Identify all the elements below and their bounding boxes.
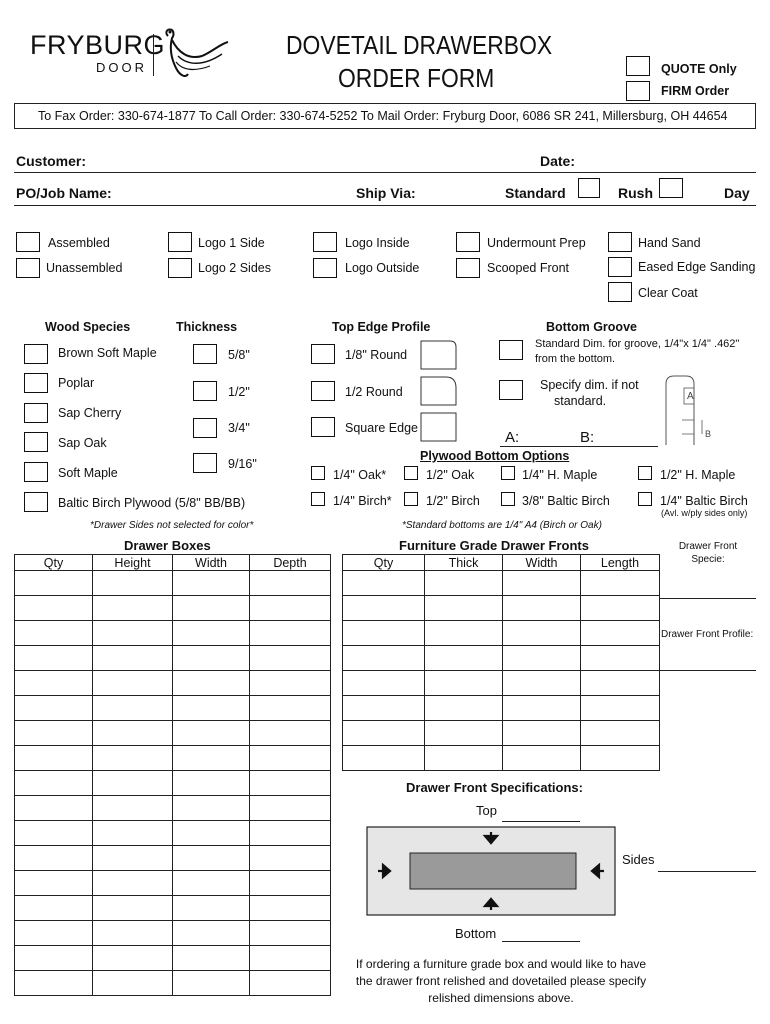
assembled-label: Assembled (48, 236, 110, 250)
drawer-front-cell[interactable] (425, 696, 503, 721)
drawer-box-cell[interactable] (15, 771, 93, 796)
po-line[interactable] (14, 205, 756, 206)
groove-specify-text-1: Specify dim. if not (540, 378, 639, 392)
ply-1-2-hmaple-checkbox[interactable] (638, 466, 652, 480)
date-label: Date: (540, 153, 576, 169)
drawer-box-cell[interactable] (250, 871, 331, 896)
logo-sub: DOOR (96, 60, 147, 75)
round-1-8-profile-icon (420, 340, 458, 370)
drawer-front-row (343, 646, 660, 671)
wood-note: *Drawer Sides not selected for color* (90, 520, 254, 531)
drawer-box-cell[interactable] (173, 821, 250, 846)
wood-baltic-birch-checkbox[interactable] (24, 492, 48, 512)
drawer-box-cell[interactable] (93, 746, 173, 771)
drawer-box-cell[interactable] (93, 721, 173, 746)
drawer-box-row (15, 596, 331, 621)
drawer-box-cell[interactable] (15, 721, 93, 746)
wood-species-heading: Wood Species (45, 320, 131, 334)
ply-3-8-baltic-checkbox[interactable] (501, 492, 515, 506)
drawer-box-cell[interactable] (250, 746, 331, 771)
drawer-box-cell[interactable] (15, 871, 93, 896)
pheasant-logo-icon (160, 26, 230, 82)
drawer-col-width: Width (173, 555, 250, 571)
ply-1-4-birch-checkbox[interactable] (311, 492, 325, 506)
thickness-5-8-label: 5/8" (228, 348, 250, 362)
drawer-box-row (15, 846, 331, 871)
drawer-box-row (15, 646, 331, 671)
drawer-front-row (343, 621, 660, 646)
groove-standard-checkbox[interactable] (499, 340, 523, 360)
ply-1-4-baltic-label: 1/4" Baltic Birch (660, 494, 748, 508)
drawer-front-cell[interactable] (503, 721, 581, 746)
ply-1-4-oak-label: 1/4" Oak* (333, 468, 387, 482)
ply-1-2-oak-label: 1/2" Oak (426, 468, 475, 482)
drawer-box-cell[interactable] (93, 571, 173, 596)
logo-divider (153, 34, 154, 76)
drawer-box-cell[interactable] (93, 796, 173, 821)
undermount-prep-checkbox[interactable] (456, 232, 480, 252)
drawer-box-cell[interactable] (250, 571, 331, 596)
thickness-9-16-label: 9/16" (228, 457, 257, 471)
specs-note-line-3: relished dimensions above. (428, 991, 574, 1005)
unassembled-label: Unassembled (46, 261, 123, 275)
thickness-3-4-checkbox[interactable] (193, 418, 217, 438)
drawer-front-cell[interactable] (425, 596, 503, 621)
front-profile-line[interactable] (659, 670, 756, 671)
drawer-front-cell[interactable] (581, 621, 660, 646)
fronts-table (342, 554, 660, 771)
drawer-box-cell[interactable] (15, 846, 93, 871)
eased-edge-checkbox[interactable] (608, 257, 632, 277)
drawer-front-cell[interactable] (581, 746, 660, 771)
drawer-box-cell[interactable] (15, 696, 93, 721)
logo-inside-checkbox[interactable] (313, 232, 337, 252)
drawer-front-cell[interactable] (343, 646, 425, 671)
drawer-box-row (15, 696, 331, 721)
front-specie-label: Drawer Front Specie: (678, 541, 738, 565)
ply-1-4-oak-checkbox[interactable] (311, 466, 325, 480)
drawer-box-cell[interactable] (93, 771, 173, 796)
ply-1-4-hmaple-checkbox[interactable] (501, 466, 515, 480)
drawer-front-cell[interactable] (343, 746, 425, 771)
wood-sap-oak-label: Sap Oak (58, 436, 107, 450)
thickness-1-2-checkbox[interactable] (193, 381, 217, 401)
drawer-front-cell[interactable] (581, 571, 660, 596)
ply-1-4-birch-label: 1/4" Birch* (333, 494, 392, 508)
drawer-box-cell[interactable] (173, 671, 250, 696)
scooped-front-checkbox[interactable] (456, 258, 480, 278)
drawer-front-row (343, 746, 660, 771)
drawer-box-cell[interactable] (250, 671, 331, 696)
eased-edge-label: Eased Edge Sanding (638, 260, 756, 274)
fronts-col-qty: Qty (343, 555, 425, 571)
thickness-9-16-checkbox[interactable] (193, 453, 217, 473)
unassembled-checkbox[interactable] (16, 258, 40, 278)
top-edge-heading: Top Edge Profile (332, 320, 431, 334)
groove-b-label: B: (580, 429, 595, 446)
thickness-1-2-label: 1/2" (228, 385, 250, 399)
front-specie-line[interactable] (659, 598, 756, 599)
ply-3-8-baltic-label: 3/8" Baltic Birch (522, 494, 610, 508)
drawer-front-cell[interactable] (343, 671, 425, 696)
fronts-col-length: Length (581, 555, 660, 571)
hand-sand-checkbox[interactable] (608, 232, 632, 252)
square-edge-profile-icon (420, 412, 458, 442)
logo-2-sides-checkbox[interactable] (168, 258, 192, 278)
logo-brand: FRYBURG (30, 30, 166, 60)
drawer-box-cell[interactable] (15, 796, 93, 821)
drawer-box-row (15, 771, 331, 796)
groove-specify-text-2: standard. (554, 394, 607, 408)
edge-square-checkbox[interactable] (311, 417, 335, 437)
drawer-box-row (15, 671, 331, 696)
front-profile-label: Drawer Front Profile: (661, 629, 754, 640)
edge-1-2-round-label: 1/2 Round (345, 385, 403, 399)
po-job-label: PO/Job Name: (16, 185, 112, 201)
drawer-front-cell[interactable] (425, 671, 503, 696)
wood-sap-cherry-checkbox[interactable] (24, 403, 48, 423)
drawer-box-cell[interactable] (250, 696, 331, 721)
drawer-front-cell[interactable] (425, 646, 503, 671)
drawer-front-cell[interactable] (425, 721, 503, 746)
standard-checkbox[interactable] (578, 178, 600, 198)
thickness-3-4-label: 3/4" (228, 421, 250, 435)
drawer-front-cell[interactable] (425, 571, 503, 596)
logo-outside-label: Logo Outside (345, 261, 420, 275)
drawer-box-cell[interactable] (93, 871, 173, 896)
drawer-box-cell[interactable] (173, 871, 250, 896)
drawer-box-cell[interactable] (93, 671, 173, 696)
specs-note-line-2: the drawer front relished and dovetailed please specify (355, 974, 647, 988)
logo-1-side-label: Logo 1 Side (198, 236, 265, 250)
drawer-front-cell[interactable] (503, 671, 581, 696)
drawer-box-cell[interactable] (250, 821, 331, 846)
thickness-5-8-checkbox[interactable] (193, 344, 217, 364)
drawer-box-cell[interactable] (15, 821, 93, 846)
drawer-box-cell[interactable] (93, 896, 173, 921)
contact-line: To Fax Order: 330-674-1877 To Call Order: 330-674-5252 To Mail Order: Fryburg Door, 6086 SR 241, Millersburg, OH 44654 (38, 109, 728, 123)
drawer-box-cell[interactable] (15, 621, 93, 646)
drawer-col-height: Height (93, 555, 173, 571)
drawer-front-cell[interactable] (503, 646, 581, 671)
drawer-box-cell[interactable] (173, 571, 250, 596)
groove-dimension-line[interactable] (500, 446, 658, 447)
drawer-box-cell[interactable] (173, 846, 250, 871)
thickness-heading: Thickness (176, 320, 238, 334)
drawer-boxes-table (14, 554, 331, 996)
drawer-front-cell[interactable] (343, 696, 425, 721)
quote-only-label: QUOTE Only (661, 62, 737, 76)
drawer-box-cell[interactable] (93, 621, 173, 646)
hand-sand-label: Hand Sand (638, 236, 701, 250)
drawer-box-cell[interactable] (15, 896, 93, 921)
logo-1-side-checkbox[interactable] (168, 232, 192, 252)
fronts-col-thick: Thick (425, 555, 503, 571)
specs-bottom-label: Bottom (455, 926, 497, 941)
firm-order-label: FIRM Order (661, 84, 730, 98)
drawer-box-cell[interactable] (250, 846, 331, 871)
edge-square-label: Square Edge (345, 421, 418, 435)
drawer-front-cell[interactable] (503, 596, 581, 621)
wood-sap-oak-checkbox[interactable] (24, 432, 48, 452)
standard-label: Standard (505, 185, 566, 201)
customer-line[interactable] (14, 172, 756, 173)
drawer-boxes-heading: Drawer Boxes (124, 538, 211, 553)
drawer-col-depth: Depth (250, 555, 331, 571)
logo-outside-checkbox[interactable] (313, 258, 337, 278)
plywood-heading: Plywood Bottom Options (420, 449, 570, 463)
drawer-box-cell[interactable] (15, 596, 93, 621)
drawer-front-row (343, 696, 660, 721)
scooped-front-label: Scooped Front (487, 261, 569, 275)
drawer-front-cell[interactable] (581, 721, 660, 746)
drawer-box-cell[interactable] (15, 646, 93, 671)
ship-via-label: Ship Via: (356, 185, 416, 201)
drawer-box-row (15, 796, 331, 821)
ply-1-4-hmaple-label: 1/4" H. Maple (522, 468, 598, 482)
rush-label: Rush (618, 185, 653, 201)
customer-label: Customer: (16, 153, 87, 169)
drawer-box-row (15, 871, 331, 896)
drawer-front-cell[interactable] (581, 696, 660, 721)
drawer-box-cell[interactable] (173, 596, 250, 621)
ply-1-4-baltic-checkbox[interactable] (638, 492, 652, 506)
drawer-box-cell[interactable] (250, 921, 331, 946)
drawer-front-cell[interactable] (343, 721, 425, 746)
drawer-box-cell[interactable] (250, 971, 331, 996)
diagram-b-label: B (705, 429, 712, 439)
drawer-box-cell[interactable] (173, 771, 250, 796)
drawer-front-cell[interactable] (503, 621, 581, 646)
groove-standard-text-2: from the bottom. (535, 353, 616, 365)
drawer-box-cell[interactable] (173, 621, 250, 646)
form-title-line1: DOVETAIL DRAWERBOX (286, 30, 553, 60)
groove-specify-checkbox[interactable] (499, 380, 523, 400)
ply-1-2-oak-checkbox[interactable] (404, 466, 418, 480)
specs-top-label: Top (476, 803, 497, 818)
wood-brown-soft-maple-label: Brown Soft Maple (58, 346, 157, 360)
drawer-front-cell[interactable] (343, 621, 425, 646)
drawer-box-cell[interactable] (93, 821, 173, 846)
drawer-box-cell[interactable] (15, 971, 93, 996)
drawer-box-cell[interactable] (15, 946, 93, 971)
quote-only-checkbox[interactable] (626, 56, 650, 76)
drawer-box-cell[interactable] (173, 971, 250, 996)
wood-soft-maple-label: Soft Maple (58, 466, 118, 480)
edge-1-8-round-label: 1/8" Round (345, 348, 408, 362)
specs-top-line[interactable] (502, 821, 580, 822)
drawer-box-cell[interactable] (173, 646, 250, 671)
drawer-box-cell[interactable] (93, 696, 173, 721)
wood-sap-cherry-label: Sap Cherry (58, 406, 122, 420)
plywood-standard-note: *Standard bottoms are 1/4" A4 (Birch or Oak) (402, 520, 602, 531)
drawer-box-cell[interactable] (173, 896, 250, 921)
edge-1-8-round-checkbox[interactable] (311, 344, 335, 364)
specs-note (336, 956, 666, 1007)
groove-standard-text-1: Standard Dim. for groove, 1/4"x 1/4" .462" (535, 338, 740, 350)
drawer-front-cell[interactable] (343, 571, 425, 596)
drawer-front-cell[interactable] (503, 746, 581, 771)
drawer-front-diagram (366, 826, 616, 916)
drawer-front-row (343, 571, 660, 596)
drawer-front-cell[interactable] (581, 646, 660, 671)
drawer-front-cell[interactable] (425, 621, 503, 646)
drawer-box-row (15, 821, 331, 846)
drawer-box-cell[interactable] (15, 671, 93, 696)
wood-baltic-birch-label: Baltic Birch Plywood (5/8" BB/BB) (58, 496, 246, 510)
drawer-front-row (343, 671, 660, 696)
form-title-line2: ORDER FORM (338, 63, 495, 93)
fronts-heading: Furniture Grade Drawer Fronts (399, 538, 589, 553)
drawer-front-cell[interactable] (425, 746, 503, 771)
drawer-box-cell[interactable] (250, 646, 331, 671)
drawer-box-row (15, 721, 331, 746)
logo-2-sides-label: Logo 2 Sides (198, 261, 271, 275)
drawer-box-cell[interactable] (250, 896, 331, 921)
specs-sides-line[interactable] (658, 871, 756, 872)
diagram-a-label: A (687, 391, 694, 402)
drawer-box-row (15, 946, 331, 971)
firm-order-checkbox[interactable] (626, 81, 650, 101)
round-1-2-profile-icon (420, 376, 458, 406)
drawer-front-row (343, 596, 660, 621)
drawer-col-qty: Qty (15, 555, 93, 571)
drawer-box-row (15, 571, 331, 596)
drawer-box-cell[interactable] (93, 846, 173, 871)
drawer-box-cell[interactable] (250, 721, 331, 746)
drawer-front-cell[interactable] (503, 696, 581, 721)
drawer-box-cell[interactable] (250, 621, 331, 646)
drawer-box-row (15, 971, 331, 996)
drawer-box-row (15, 746, 331, 771)
specs-sides-label: Sides (622, 852, 655, 867)
ply-1-2-hmaple-label: 1/2" H. Maple (660, 468, 736, 482)
bottom-groove-heading: Bottom Groove (546, 320, 637, 334)
drawer-front-cell[interactable] (343, 596, 425, 621)
drawer-box-cell[interactable] (173, 696, 250, 721)
ply-availability-note: (Avl. w/ply sides only) (661, 508, 748, 518)
drawer-box-cell[interactable] (173, 721, 250, 746)
drawer-box-cell[interactable] (15, 571, 93, 596)
drawer-box-cell[interactable] (93, 921, 173, 946)
wood-brown-soft-maple-checkbox[interactable] (24, 344, 48, 364)
drawer-box-row (15, 896, 331, 921)
drawer-box-cell[interactable] (173, 921, 250, 946)
wood-poplar-label: Poplar (58, 376, 95, 390)
edge-1-2-round-checkbox[interactable] (311, 381, 335, 401)
drawer-box-cell[interactable] (93, 646, 173, 671)
drawer-box-row (15, 921, 331, 946)
drawer-box-cell[interactable] (93, 596, 173, 621)
drawer-box-row (15, 621, 331, 646)
wood-soft-maple-checkbox[interactable] (24, 462, 48, 482)
rush-checkbox[interactable] (659, 178, 683, 198)
day-label: Day (724, 185, 750, 201)
logo-inside-label: Logo Inside (345, 236, 410, 250)
drawer-box-cell[interactable] (15, 921, 93, 946)
drawer-front-row (343, 721, 660, 746)
wood-poplar-checkbox[interactable] (24, 373, 48, 393)
drawer-box-cell[interactable] (173, 746, 250, 771)
drawer-box-cell[interactable] (93, 971, 173, 996)
ply-1-2-birch-checkbox[interactable] (404, 492, 418, 506)
drawer-box-cell[interactable] (250, 596, 331, 621)
drawer-front-cell[interactable] (503, 571, 581, 596)
assembled-checkbox[interactable] (16, 232, 40, 252)
clear-coat-checkbox[interactable] (608, 282, 632, 302)
fronts-col-width: Width (503, 555, 581, 571)
drawer-box-cell[interactable] (250, 946, 331, 971)
drawer-box-cell[interactable] (173, 796, 250, 821)
undermount-prep-label: Undermount Prep (487, 236, 586, 250)
groove-a-label: A: (505, 429, 520, 446)
drawer-box-cell[interactable] (250, 771, 331, 796)
specs-bottom-line[interactable] (502, 941, 580, 942)
specs-note-line-1: If ordering a furniture grade box and would like to have (355, 957, 647, 971)
drawer-front-cell[interactable] (581, 671, 660, 696)
specs-heading: Drawer Front Specifications: (406, 780, 583, 795)
drawer-front-cell[interactable] (581, 596, 660, 621)
drawer-box-cell[interactable] (93, 946, 173, 971)
drawer-box-cell[interactable] (173, 946, 250, 971)
drawer-box-cell[interactable] (15, 746, 93, 771)
drawer-box-cell[interactable] (250, 796, 331, 821)
clear-coat-label: Clear Coat (638, 286, 698, 300)
ply-1-2-birch-label: 1/2" Birch (426, 494, 480, 508)
